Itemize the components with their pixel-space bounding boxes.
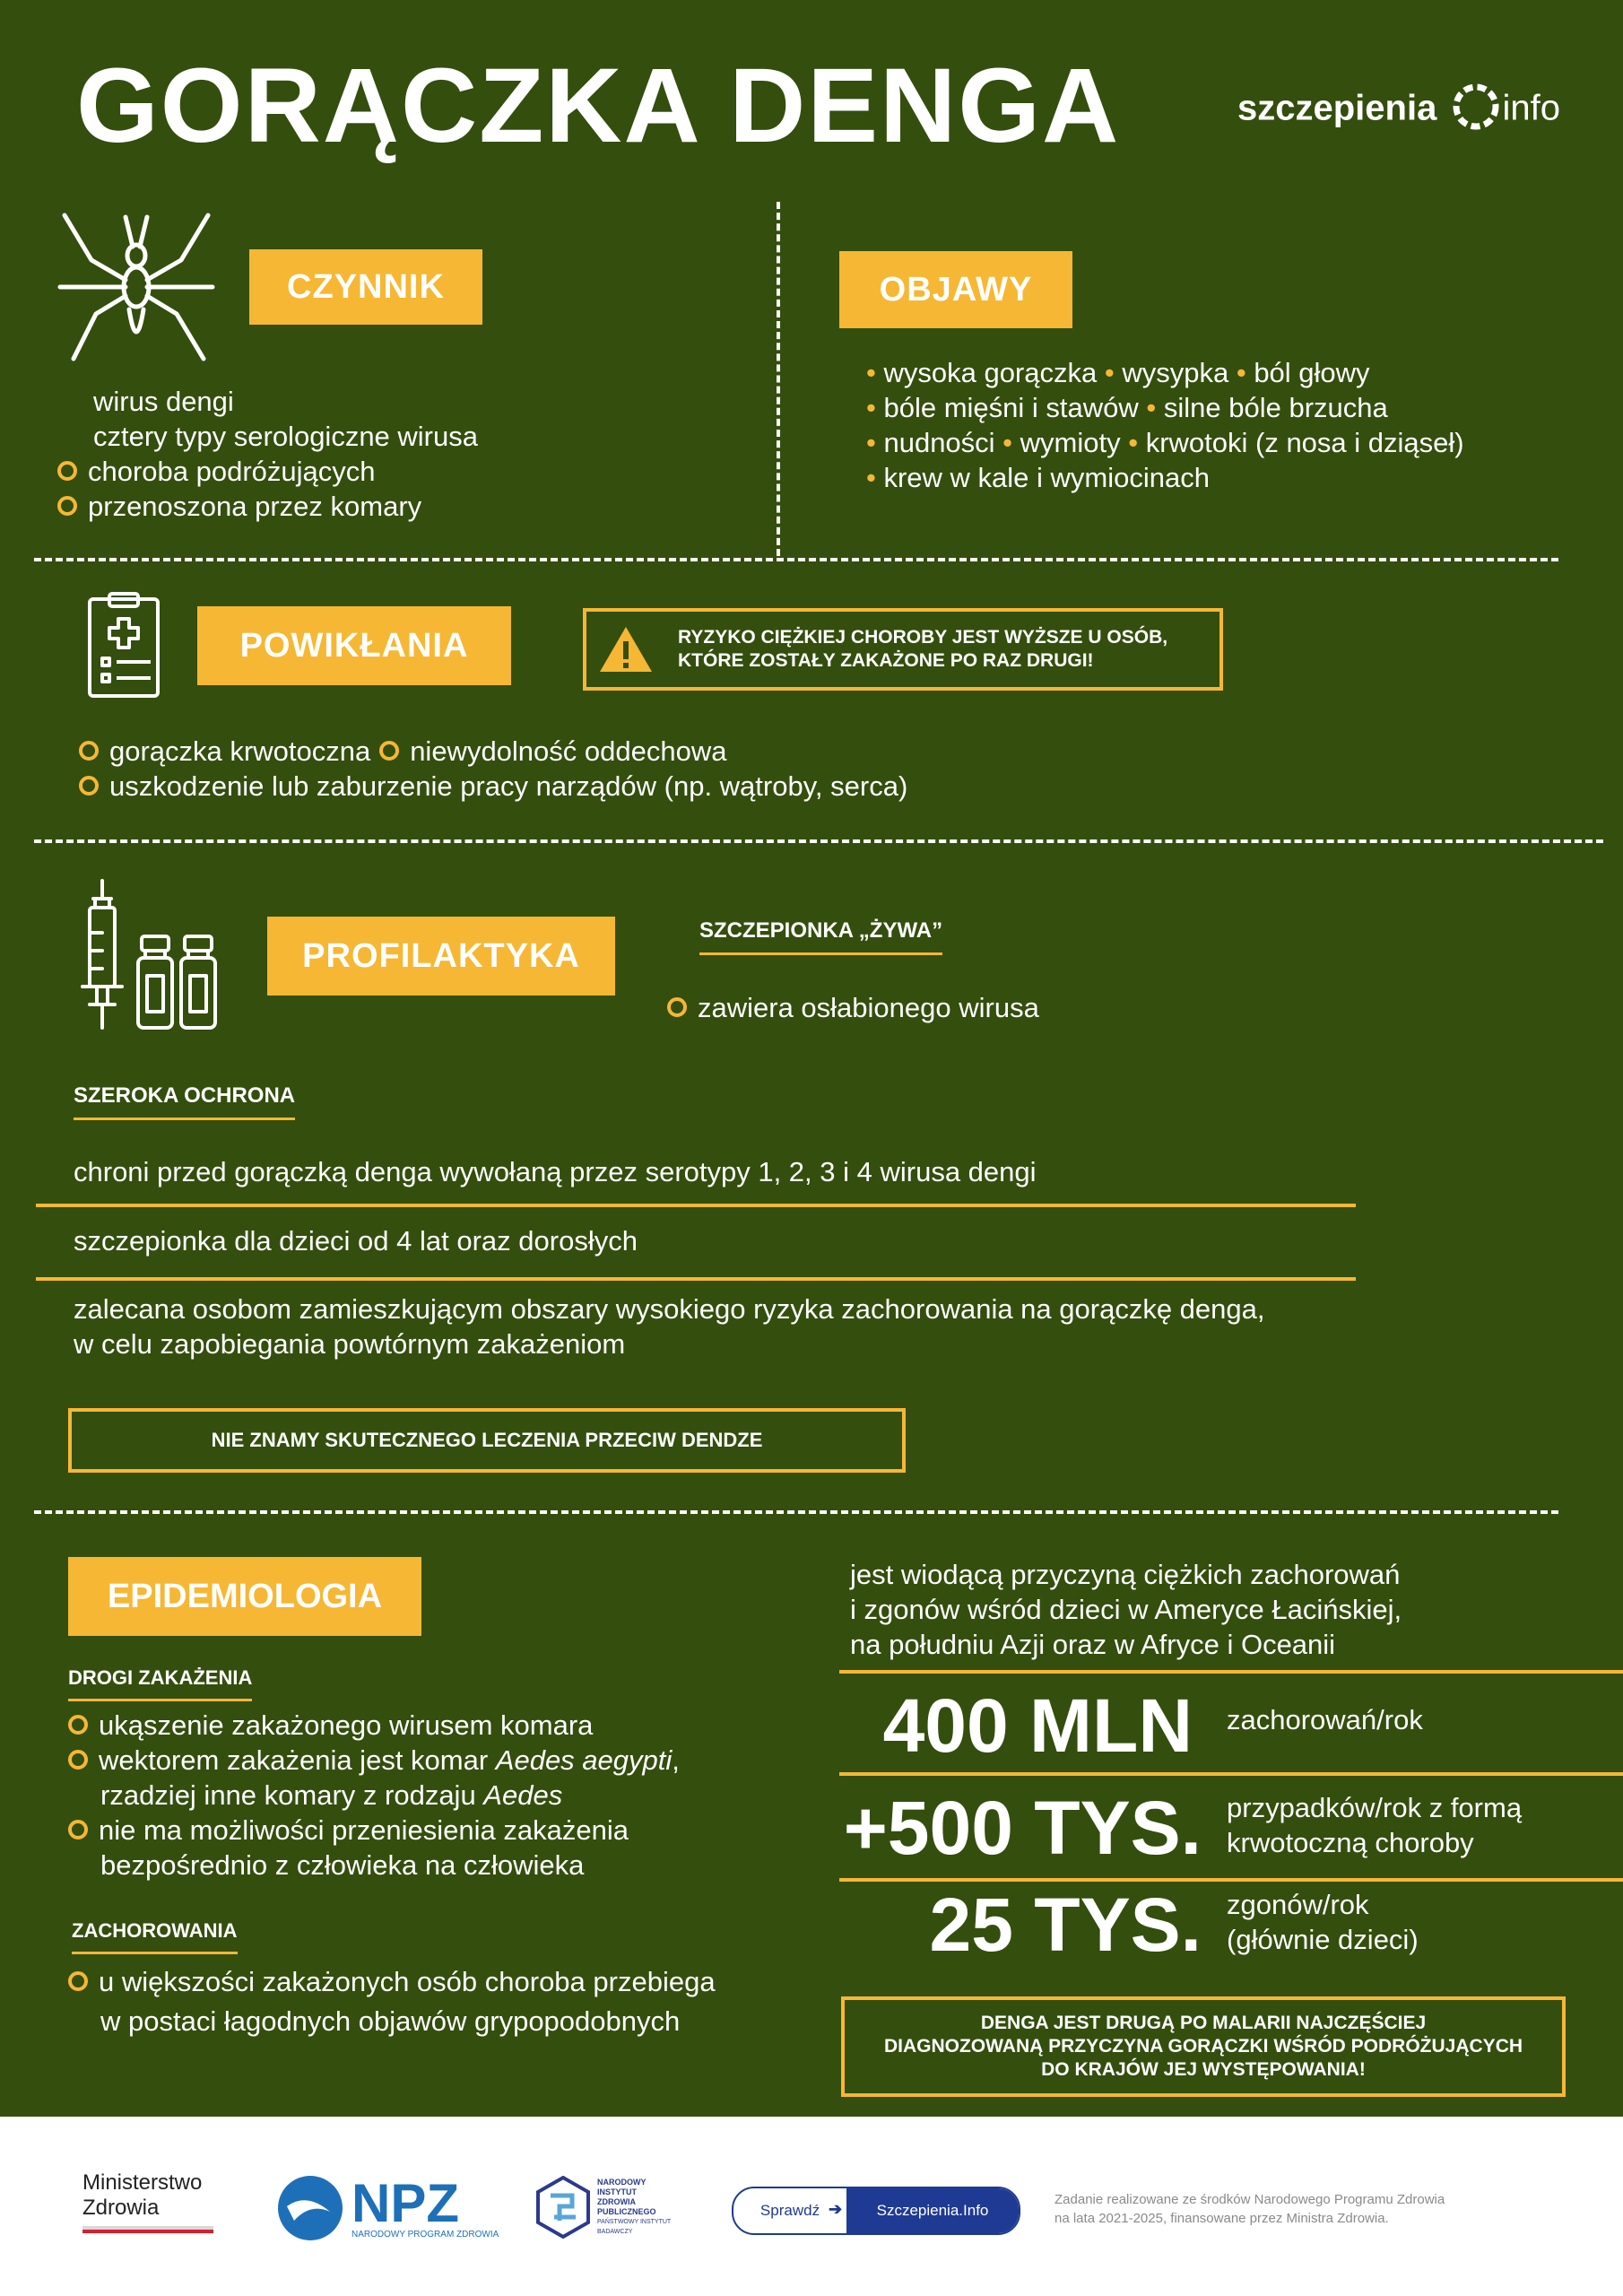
npz-logo: NPZ NARODOWY PROGRAM ZDROWIA	[274, 2172, 499, 2244]
vaccine-icon	[70, 879, 231, 1031]
czynnik-label: CZYNNIK	[249, 249, 482, 325]
profilaktyka-label: PROFILAKTYKA	[267, 917, 615, 996]
arrow-right-icon: ➔	[829, 2200, 843, 2218]
vaccine-heading: SZCZEPIONKA „ŻYWA”	[699, 918, 942, 955]
powiklania-line-1: gorączka krwotoczna niewydolność oddechowa	[79, 734, 726, 769]
czynnik-bullet-1: choroba podróżujących	[57, 454, 376, 489]
nizp-logo: NARODOWY INSTYTUT ZDROWIA PUBLICZNEGO PAŃSTWOWY INSTYTUT BADAWCZY	[534, 2176, 671, 2239]
route-2-cont: rzadziej inne komary z rodzaju Aedes	[100, 1779, 563, 1811]
medical-chart-icon	[86, 592, 167, 700]
row-separator-2	[36, 1277, 1356, 1281]
check-site-link[interactable]: Sprawdź Szczepienia.Info ➔	[732, 2187, 1020, 2235]
cases-heading: ZACHOROWANIA	[72, 1919, 238, 1954]
brand-ring-icon	[1452, 83, 1500, 131]
npz-swirl-icon	[274, 2172, 346, 2244]
protection-row-3a: zalecana osobom zamieszkującym obszary wysokiego ryzyka zachorowania na gorączkę denga,	[74, 1293, 1265, 1325]
route-1: ukąszenie zakażonego wirusem komara	[68, 1708, 593, 1743]
stat-value-2: +500 TYS.	[843, 1786, 1202, 1870]
vaccine-item: zawiera osłabionego wirusa	[667, 990, 1039, 1025]
epi-intro-3: na południu Azji oraz w Afryce i Oceanii	[850, 1629, 1336, 1660]
stat-desc-3b: (głównie dzieci)	[1227, 1924, 1419, 1955]
powiklania-label: POWIKŁANIA	[197, 606, 511, 685]
stat-separator-2	[839, 1772, 1623, 1776]
epi-intro-1: jest wiodącą przyczyną ciężkich zachorowań	[850, 1559, 1401, 1590]
objawy-label: OBJAWY	[839, 251, 1072, 328]
stat-desc-3a: zgonów/rok	[1227, 1889, 1369, 1920]
funding-note: Zadanie realizowane ze środków Narodowego Programu Zdrowia na lata 2021-2025, finansowane przez Ministra Zdrowia.	[1055, 2192, 1445, 2226]
bullet-ring-icon	[57, 461, 77, 481]
protection-row-2: szczepionka dla dzieci od 4 lat oraz dorosłych	[74, 1225, 638, 1257]
brand-logo	[1237, 86, 1560, 135]
objawy-line-1: • wysoka gorączka • wysypka • ból głowy	[866, 357, 1370, 388]
warning-text: RYZYKO CIĘŻKIEJ CHOROBY JEST WYŻSZE U OSÓB, KTÓRE ZOSTAŁY ZAKAŻONE PO RAZ DRUGI!	[678, 627, 1168, 671]
malaria-notice: DENGA JEST DRUGĄ PO MALARII NAJCZĘŚCIEJ DIAGNOZOWANĄ PRZYCZYNA GORĄCZKI WŚRÓD PODRÓŻUJĄCYCH DO KRAJÓW JEJ WYSTĘPOWANIA!	[841, 1996, 1566, 2097]
epi-intro-2: i zgonów wśród dzieci w Ameryce Łacińskiej,	[850, 1594, 1402, 1625]
warning-box	[583, 608, 1223, 691]
objawy-line-2: • bóle mięśni i stawów • silne bóle brzucha	[866, 392, 1388, 423]
protection-heading: SZEROKA OCHRONA	[74, 1083, 295, 1120]
route-2: wektorem zakażenia jest komar Aedes aegypti,	[68, 1743, 680, 1778]
objawy-line-4: • krew w kale i wymiocinach	[866, 462, 1210, 493]
page-title: GORĄCZKA DENGA	[76, 47, 1121, 165]
route-3: nie ma możliwości przeniesienia zakażenia	[68, 1813, 629, 1848]
protection-row-3b: w celu zapobiegania powtórnym zakażeniom	[74, 1328, 626, 1360]
czynnik-line-1: wirus dengi	[93, 386, 234, 417]
ministry-logo: Ministerstwo Zdrowia	[82, 2170, 213, 2233]
stat-value-1: 400 MLN	[882, 1683, 1193, 1768]
cases-line-1: u większości zakażonych osób choroba przebiega	[68, 1964, 716, 1999]
divider-3	[34, 1510, 1558, 1514]
treatment-notice: NIE ZNAMY SKUTECZNEGO LECZENIA PRZECIW DENDZE	[68, 1408, 906, 1473]
divider-2	[34, 839, 1603, 843]
cases-line-2: w postaci łagodnych objawów grypopodobnych	[100, 2005, 681, 2037]
warning-icon	[597, 623, 655, 675]
bullet-ring-icon	[57, 496, 77, 516]
stat-value-3: 25 TYS.	[929, 1883, 1202, 1967]
brand-name: szczepienia	[1237, 88, 1437, 128]
footer	[0, 2117, 1623, 2296]
epidemiologia-label: EPIDEMIOLOGIA	[68, 1557, 421, 1636]
czynnik-bullet-2: przenoszona przez komary	[57, 489, 421, 524]
divider-vertical	[777, 202, 780, 556]
protection-row-1: chroni przed gorączką denga wywołaną przez serotypy 1, 2, 3 i 4 wirusa dengi	[74, 1156, 1037, 1187]
powiklania-line-2: uszkodzenie lub zaburzenie pracy narządów (np. wątroby, serca)	[79, 769, 907, 804]
routes-heading: DROGI ZAKAŻENIA	[68, 1666, 252, 1701]
nizp-emblem-icon	[534, 2176, 592, 2239]
stat-desc-2b: krwotoczną choroby	[1227, 1827, 1474, 1858]
divider-1	[34, 558, 1558, 561]
czynnik-line-2: cztery typy serologiczne wirusa	[93, 421, 478, 452]
route-3-cont: bezpośrednio z człowieka na człowieka	[100, 1849, 585, 1881]
brand-suffix: info	[1502, 88, 1560, 128]
row-separator-1	[36, 1204, 1356, 1207]
stat-separator-1	[839, 1670, 1623, 1674]
stat-desc-1: zachorowań/rok	[1227, 1704, 1423, 1735]
objawy-line-3: • nudności • wymioty • krwotoki (z nosa i dziąseł)	[866, 427, 1464, 458]
mosquito-icon	[56, 197, 217, 363]
stat-desc-2a: przypadków/rok z formą	[1227, 1792, 1523, 1823]
